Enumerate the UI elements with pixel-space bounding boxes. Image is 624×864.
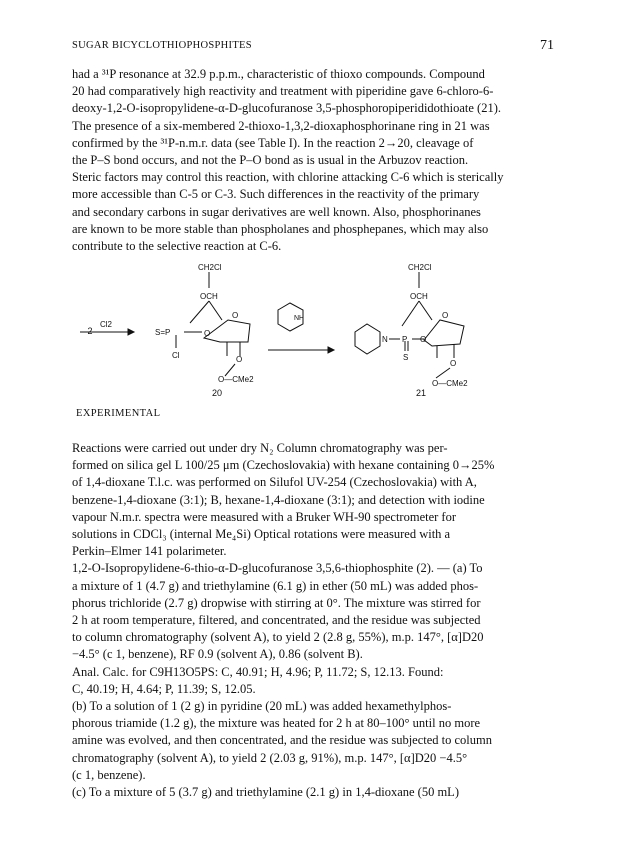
text-line: (b) To a solution of 1 (2 g) in pyridine (20 mL) was added hexamethylphos- (72, 699, 452, 714)
cme2-label: O—CMe2 (432, 379, 468, 388)
text-line: are known to be more stable than phospholanes and phosphepanes, which may also (72, 221, 489, 236)
text-line: to column chromatography (solvent A), to yield 2 (2.8 g, 55%), m.p. 147°, [α]D20 (72, 630, 484, 645)
oxygen-label: O (204, 329, 211, 338)
furanose-ring (204, 320, 250, 342)
text-line: formed on silica gel L 100/25 μm (Czechoslovakia) with hexane containing 0→25% (72, 458, 495, 473)
arrowhead-icon (328, 347, 334, 353)
nh-label: NH (294, 315, 305, 322)
s-double-p-label: S=P (155, 328, 171, 337)
bond (190, 301, 209, 323)
nitrogen-label: N (382, 335, 388, 344)
bond (209, 301, 222, 320)
text-line: solutions in CDCl₃ (internal Me₄Si) Optical rotations were measured with a (72, 527, 451, 542)
text-line: Anal. Calc. for C9H13O5PS: C, 40.91; H, 4.96; P, 11.72; S, 12.13. Found: (72, 664, 444, 679)
ch2cl-label: CH2Cl (408, 263, 432, 272)
bond (436, 368, 450, 378)
furanose-ring (424, 320, 464, 346)
text-line: 2 h at room temperature, filtered, and concentrated, and the residue was subjected (72, 613, 481, 628)
intro-paragraph (72, 66, 556, 255)
section-title: EXPERIMENTAL (76, 408, 161, 419)
page-number: 71 (540, 38, 554, 53)
text-line: Perkin–Elmer 141 polarimeter. (72, 544, 227, 559)
text-line: and secondary carbons in sugar derivatives are well known. Also, phosphorinanes (72, 204, 481, 219)
reaction-scheme (72, 263, 556, 398)
text-line: contribute to the selective reaction at C-6. (72, 239, 282, 254)
ring-oxygen-label: O (442, 311, 449, 320)
text-line: of 1,4-dioxane T.l.c. was performed on Silufol UV-254 (Czechoslovakia) with A, (72, 475, 477, 490)
och-label: OCH (410, 292, 428, 301)
compound-21-number: 21 (416, 388, 427, 398)
text-line: the P–S bond occurs, and not the P–O bond as is usual in the Arbuzov reaction. (72, 153, 469, 168)
running-title: SUGAR BICYCLOTHIOPHOSPHITES (72, 40, 252, 51)
piperidine-ring (355, 324, 380, 354)
bond (419, 301, 432, 320)
sulfur-label: S (403, 353, 409, 362)
text-line: Reactions were carried out under dry N₂ Column chromatography was per- (72, 441, 448, 455)
text-line: a mixture of 1 (4.7 g) and triethylamine (6.1 g) in ether (50 mL) was added phos- (72, 578, 479, 593)
text-line: (c) To a mixture of 5 (3.7 g) and triethylamine (2.1 g) in 1,4-dioxane (50 mL) (72, 785, 459, 800)
oxygen-label: O (420, 335, 427, 344)
chlorine-label: Cl (172, 351, 180, 360)
text-line: (c 1, benzene). (72, 767, 146, 782)
page-header (72, 40, 554, 56)
bond (402, 301, 419, 326)
text-line: Steric factors may control this reaction, with chlorine attacking C-6 which is sterically (72, 170, 504, 185)
text-line: benzene-1,4-dioxane (3:1); B, hexane-1,4-dioxane (3:1); and detection with iodine (72, 492, 485, 507)
text-line: The presence of a six-membered 2-thioxo-1,3,2-dioxaphosphorinane ring in 21 was (72, 118, 490, 133)
text-line: chromatography (solvent A), to yield 2 (2.03 g, 91%), m.p. 147°, [α]D20 −4.5° (72, 750, 468, 765)
text-line: confirmed by the ³¹P-n.m.r. data (see Table I). In the reaction 2→20, cleavage of (72, 135, 474, 150)
start-compound-label: 2 (87, 326, 93, 336)
oxygen-label: O (236, 355, 243, 364)
ch2cl-label: CH2Cl (198, 263, 222, 272)
ring-oxygen-label: O (232, 311, 239, 320)
text-line: phorous triamide (1.2 g), the mixture was heated for 2 h at 80–100° until no more (72, 716, 481, 731)
och-label: OCH (200, 292, 218, 301)
text-line: more accessible than C-5 or C-3. Such differences in the reactivity of the primary (72, 187, 480, 202)
experimental-text (72, 440, 556, 801)
text-line: deoxy-1,2-O-isopropylidene-α-D-glucofuranose 3,5-phosphoropiperididothioate (21). (72, 101, 502, 116)
text-line: C, 40.19; H, 4.64; P, 11.39; S, 12.05. (72, 681, 256, 696)
text-line: vapour N.m.r. spectra were measured with a Bruker WH-90 spectrometer for (72, 509, 457, 524)
text-line: had a ³¹P resonance at 32.9 p.p.m., characteristic of thioxo compounds. Compound (72, 67, 485, 81)
cme2-label: O—CMe2 (218, 375, 254, 384)
text-line: 20 had comparatively high reactivity and treatment with piperidine gave 6-chloro-6- (72, 84, 494, 99)
text-line: phorus trichloride (2.7 g) dropwise with stirring at 0°. The mixture was stirred for (72, 595, 481, 610)
text-line: amine was evolved, and then concentrated, and the residue was subjected to column (72, 733, 492, 748)
compound-20-number: 20 (212, 388, 223, 398)
oxygen-label: O (450, 359, 457, 368)
reagent-chlorine: Cl2 (100, 320, 113, 329)
text-line: −4.5° (c 1, benzene), RF 0.9 (solvent A), 0.86 (solvent B). (72, 647, 363, 662)
text-line: 1,2-O-Isopropylidene-6-thio-α-D-glucofuranose 3,5,6-thiophosphite (2). — (a) To (72, 561, 483, 576)
phosphorus-label: P (402, 335, 408, 344)
arrowhead-icon (128, 329, 134, 335)
